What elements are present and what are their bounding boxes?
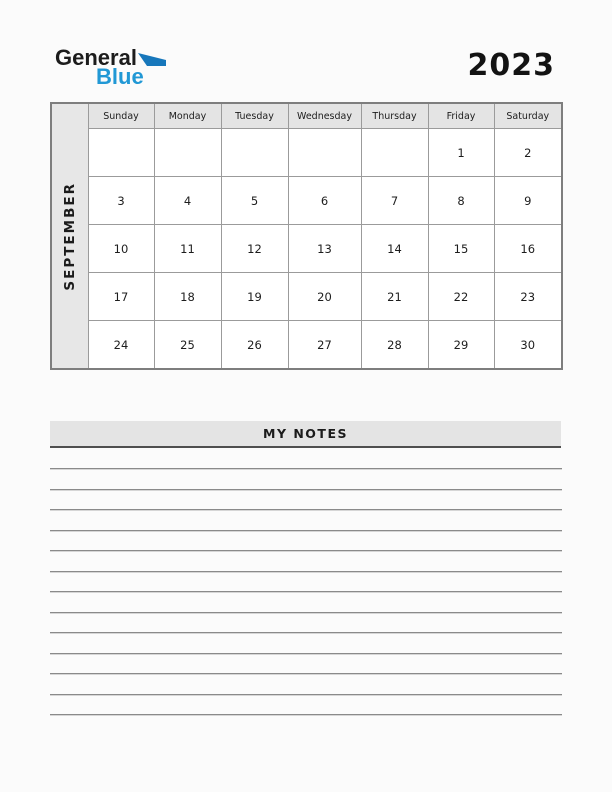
date-cell: 11 [154, 225, 221, 273]
day-header-thursday: Thursday [361, 103, 428, 129]
note-line [50, 550, 562, 552]
calendar-week-row [51, 273, 562, 321]
note-line [50, 468, 562, 470]
date-cell: 5 [221, 177, 288, 225]
logo-text-blue: Blue [96, 64, 144, 89]
calendar-week-row [51, 129, 562, 177]
date-cell [221, 129, 288, 177]
date-cell: 4 [154, 177, 221, 225]
day-header-saturday: Saturday [494, 103, 562, 129]
day-header-tuesday: Tuesday [221, 103, 288, 129]
calendar-week-row [51, 177, 562, 225]
date-cell: 18 [154, 273, 221, 321]
note-line [50, 653, 562, 655]
date-cell: 14 [361, 225, 428, 273]
date-cell: 25 [154, 321, 221, 370]
date-cell: 7 [361, 177, 428, 225]
note-line [50, 591, 562, 593]
date-cell: 26 [221, 321, 288, 370]
day-header-monday: Monday [154, 103, 221, 129]
month-label: SEPTEMBER [61, 181, 78, 291]
calendar-table [50, 102, 563, 370]
note-line [50, 714, 562, 716]
note-line [50, 612, 562, 614]
date-cell: 16 [494, 225, 562, 273]
day-header-sunday: Sunday [88, 103, 154, 129]
date-cell: 17 [88, 273, 154, 321]
notes-header [50, 421, 561, 448]
date-cell: 22 [428, 273, 494, 321]
note-line [50, 530, 562, 532]
date-cell: 1 [428, 129, 494, 177]
date-cell: 21 [361, 273, 428, 321]
date-cell [288, 129, 361, 177]
date-cell [361, 129, 428, 177]
note-line [50, 489, 562, 491]
date-cell: 28 [361, 321, 428, 370]
date-cell: 23 [494, 273, 562, 321]
month-cell [51, 103, 88, 369]
notes-title: MY NOTES [263, 426, 348, 441]
calendar-header-row [51, 103, 562, 129]
note-line [50, 694, 562, 696]
date-cell: 20 [288, 273, 361, 321]
general-blue-logo [55, 46, 175, 88]
date-cell [154, 129, 221, 177]
year-label: 2023 [467, 48, 555, 83]
day-header-friday: Friday [428, 103, 494, 129]
note-line [50, 632, 562, 634]
date-cell: 15 [428, 225, 494, 273]
date-cell [88, 129, 154, 177]
note-line [50, 673, 562, 675]
day-header-wednesday: Wednesday [288, 103, 361, 129]
date-cell: 10 [88, 225, 154, 273]
date-cell: 19 [221, 273, 288, 321]
note-line [50, 509, 562, 511]
date-cell: 12 [221, 225, 288, 273]
date-cell: 6 [288, 177, 361, 225]
calendar-week-row [51, 321, 562, 370]
date-cell: 24 [88, 321, 154, 370]
date-cell: 8 [428, 177, 494, 225]
date-cell: 13 [288, 225, 361, 273]
logo-text-general: General [55, 45, 137, 70]
date-cell: 29 [428, 321, 494, 370]
date-cell: 27 [288, 321, 361, 370]
note-line [50, 571, 562, 573]
date-cell: 3 [88, 177, 154, 225]
calendar-week-row [51, 225, 562, 273]
date-cell: 30 [494, 321, 562, 370]
date-cell: 2 [494, 129, 562, 177]
date-cell: 9 [494, 177, 562, 225]
